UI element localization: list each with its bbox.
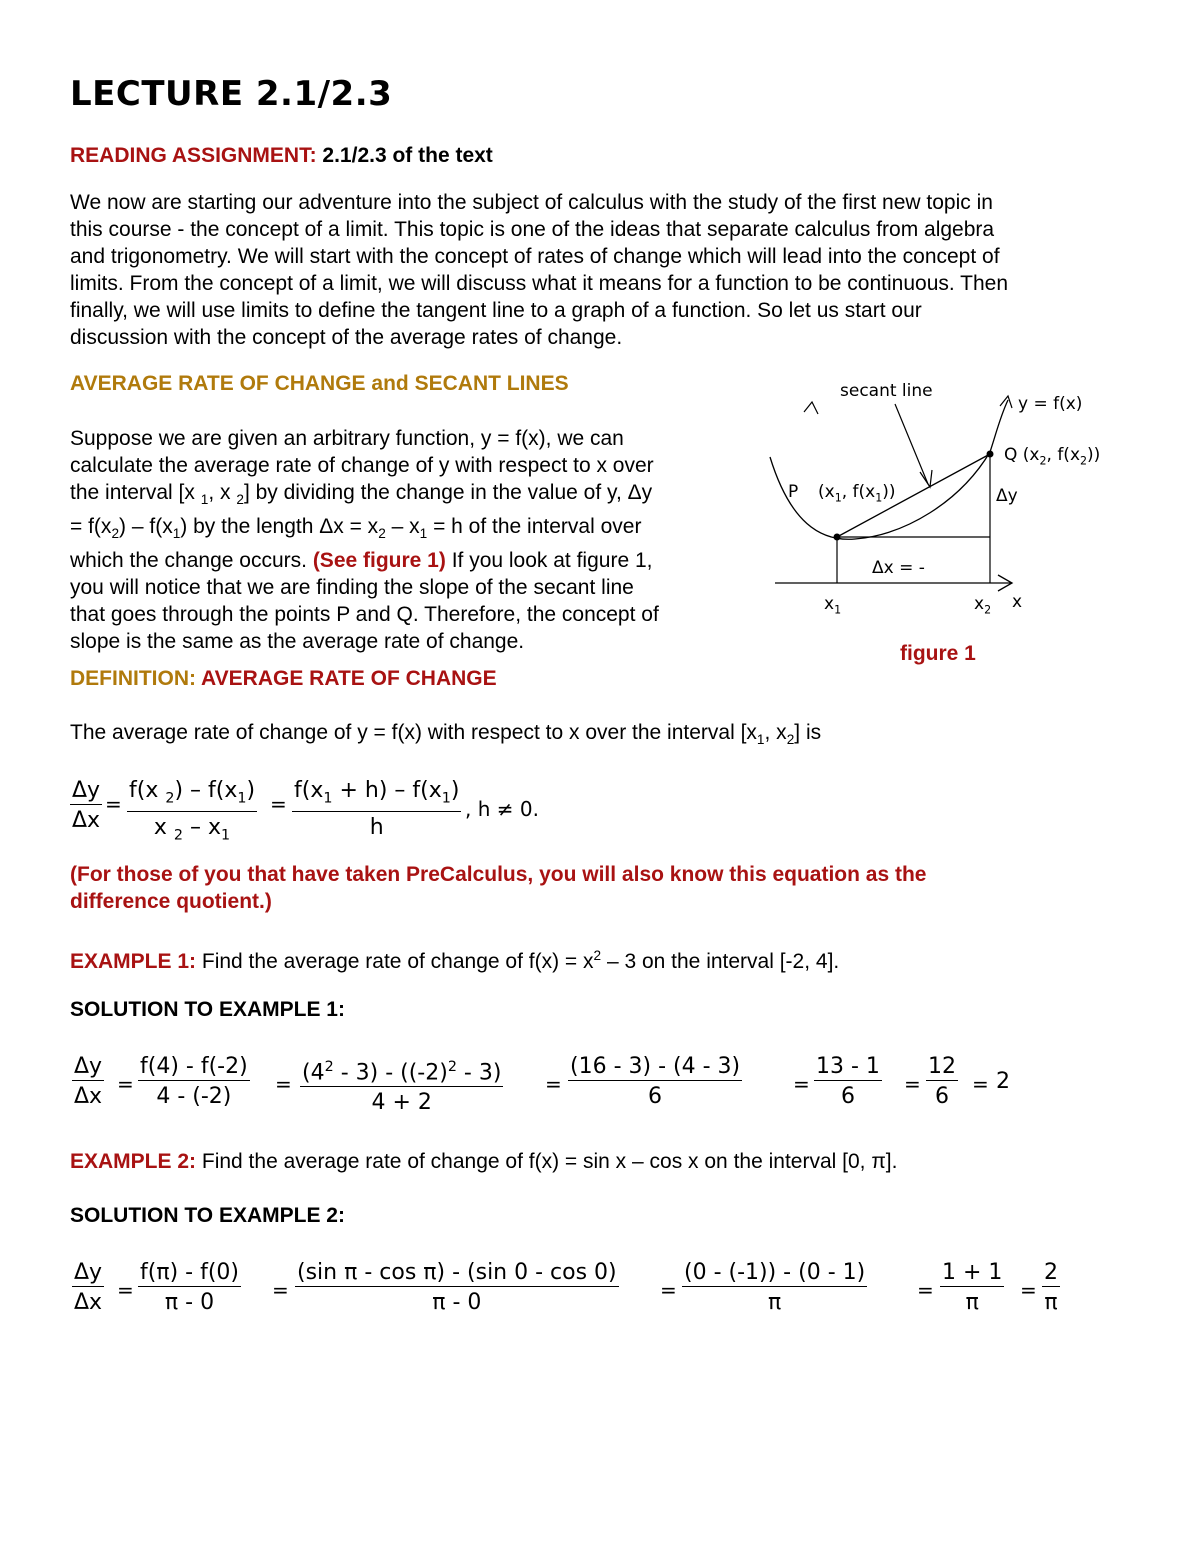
heading-part: AVERAGE RATE OF CHANGE <box>70 372 366 395</box>
example-2 <box>70 1148 897 1175</box>
label-run: , f(x <box>1046 445 1081 465</box>
equals-sign: = <box>545 1072 562 1096</box>
intro-line: finally, we will use limits to define the tangent line to a graph of a function. So let us start our <box>70 299 922 322</box>
numerator: (16 - 3) - (4 - 3) <box>570 1054 741 1079</box>
formula-tail: , h ≠ 0. <box>465 797 539 821</box>
subscript: 2 <box>1080 454 1088 468</box>
sol2-lhs-fraction <box>72 1260 104 1316</box>
def-fraction-1 <box>127 778 257 849</box>
denominator: 6 <box>840 1084 855 1109</box>
run: ) – f(x <box>174 778 238 803</box>
denominator: π <box>767 1290 782 1315</box>
reading-assignment <box>70 142 493 169</box>
sol2-fraction-d <box>940 1260 1004 1316</box>
subscript: 2 <box>111 526 120 542</box>
figure-1 <box>760 372 1140 642</box>
run: f(x <box>129 778 166 803</box>
label-run: x <box>974 594 985 614</box>
subscript: 2 <box>786 732 795 748</box>
paragraph-line: that goes through the points P and Q. Therefore, the concept of <box>70 603 659 627</box>
equals-sign: = <box>1020 1278 1037 1302</box>
sol1-fraction-b <box>300 1054 503 1116</box>
text-run: If you look at figure 1, <box>445 549 653 573</box>
label-run: )) <box>882 482 896 502</box>
paragraph-line <box>70 479 750 513</box>
secant-leader <box>895 404 928 484</box>
run: - 3) <box>456 1060 502 1086</box>
intro-line: and trigonometry. We will start with the concept of rates of change which will lead into the concept of <box>70 245 1000 268</box>
x-axis-label: x <box>1012 592 1023 612</box>
subscript: 1 <box>756 732 765 748</box>
subscript: 1 <box>172 526 181 542</box>
subscript: 1 <box>875 491 883 505</box>
text-run: , x <box>764 721 787 744</box>
text-run: Find the average rate of change of f(x) = x <box>196 950 594 973</box>
subscript: 2 <box>173 827 184 844</box>
sol1-fraction-e <box>926 1054 958 1110</box>
subscript: 1 <box>221 827 231 844</box>
function-label: y = f(x) <box>1018 394 1083 414</box>
equals-sign: = <box>105 792 122 816</box>
text-run: the interval [x <box>70 481 201 504</box>
numerator: (0 - (-1)) - (0 - 1) <box>684 1260 866 1285</box>
sol1-lhs-fraction <box>72 1054 104 1110</box>
denominator: h <box>369 815 384 841</box>
q-label <box>1004 445 1100 467</box>
numerator: Δy <box>72 778 101 803</box>
example-1 <box>70 942 839 975</box>
text-run: , x <box>208 481 237 504</box>
page-title: LECTURE 2.1/2.3 <box>70 74 393 114</box>
text-run: – 3 on the interval [-2, 4]. <box>601 950 840 973</box>
superscript: 2 <box>324 1059 334 1075</box>
numerator: Δy <box>74 1260 103 1285</box>
denominator: Δx <box>72 808 101 833</box>
subscript: 1 <box>834 491 842 505</box>
text-run: ] is <box>794 721 822 744</box>
numerator <box>300 1054 503 1087</box>
sol1-result: 2 <box>996 1069 1010 1094</box>
secant-line-label: secant line <box>840 381 933 401</box>
numerator: 12 <box>928 1054 956 1079</box>
text-run: The average rate of change of y = f(x) with respect to x over the interval [x <box>70 721 757 744</box>
intro-line: this course - the concept of a limit. This topic is one of the ideas that separate calculus from algebra <box>70 218 995 241</box>
intro-line: We now are starting our adventure into the subject of calculus with the study of the first new topic in <box>70 191 993 214</box>
denominator: 6 <box>648 1084 663 1109</box>
section-heading-average-rate <box>70 370 569 397</box>
heading-part: SECANT LINES <box>414 372 569 395</box>
equals-sign: = <box>917 1278 934 1302</box>
run: x <box>153 815 174 841</box>
numerator: f(π) - f(0) <box>140 1260 239 1285</box>
numerator: 13 - 1 <box>816 1054 880 1079</box>
equals-sign: = <box>660 1278 677 1302</box>
text-run: ) by the length Δx = x <box>180 515 379 539</box>
def-fraction-2 <box>292 778 461 841</box>
subscript: 1 <box>200 492 209 508</box>
denominator <box>127 812 257 848</box>
solution-2-heading: SOLUTION TO EXAMPLE 2: <box>70 1204 345 1227</box>
paragraph-line: Suppose we are given an arbitrary function, y = f(x), we can <box>70 427 624 450</box>
numerator: f(4) - f(-2) <box>140 1054 248 1079</box>
precalc-note-line-1: (For those of you that have taken PreCalculus, you will also know this equation as the <box>70 863 927 886</box>
definition-text <box>70 719 821 753</box>
paragraph-line <box>70 547 750 574</box>
def-lhs-fraction <box>70 778 102 834</box>
denominator: Δx <box>74 1290 103 1315</box>
intro-line: limits. From the concept of a limit, we will discuss what it means for a function to be continuous. Then <box>70 272 1009 295</box>
paragraph-line: slope is the same as the average rate of change. <box>70 630 525 654</box>
run: (4 <box>302 1060 325 1086</box>
intro-line: discussion with the concept of the average rates of change. <box>70 326 623 349</box>
equals-sign: = <box>972 1072 989 1096</box>
text-run: = f(x <box>70 515 112 539</box>
sol2-fraction-b <box>295 1260 619 1316</box>
run: - 3) - ((-2) <box>333 1060 448 1086</box>
run: f(x <box>294 778 324 803</box>
function-curve <box>770 400 1008 539</box>
definition-name: AVERAGE RATE OF CHANGE <box>201 667 497 690</box>
example-label: EXAMPLE 1: <box>70 950 197 973</box>
curve-arrow-left <box>804 402 818 414</box>
reading-label: READING ASSIGNMENT: <box>70 144 317 167</box>
equals-sign: = <box>793 1072 810 1096</box>
intro-paragraph <box>70 189 1140 351</box>
numerator: Δy <box>74 1054 103 1079</box>
text-run: = h of the interval over <box>427 515 642 539</box>
denominator: π - 0 <box>432 1290 482 1315</box>
label-run: (x <box>818 482 835 502</box>
sol1-fraction-d <box>814 1054 882 1110</box>
paragraph-line: you will notice that we are finding the slope of the secant line <box>70 576 634 600</box>
subscript: 1 <box>441 790 451 807</box>
run: ) <box>450 778 460 803</box>
sol2-fraction-a <box>138 1260 241 1316</box>
equals-sign: = <box>272 1278 289 1302</box>
run: – x <box>183 815 222 841</box>
numerator: 1 + 1 <box>942 1260 1003 1285</box>
x1-label <box>824 594 841 616</box>
p-label: P <box>788 482 799 502</box>
superscript: 2 <box>593 948 602 963</box>
subscript: 1 <box>834 603 842 617</box>
run: ) <box>246 778 256 803</box>
delta-y-label: Δy <box>996 486 1018 506</box>
sol2-fraction-e <box>1042 1260 1060 1316</box>
definition-label: DEFINITION: <box>70 667 202 690</box>
p-coord-label <box>818 482 896 504</box>
section1-paragraph <box>70 425 750 655</box>
superscript: 2 <box>447 1059 457 1075</box>
text-run: ) – f(x <box>119 515 173 539</box>
numerator <box>127 778 257 812</box>
equals-sign: = <box>275 1072 292 1096</box>
numerator: 2 <box>1044 1260 1058 1285</box>
example-label: EXAMPLE 2: <box>70 1150 197 1173</box>
figure-reference: (See figure 1) <box>312 549 446 573</box>
text-run: which the change occurs. <box>70 549 313 573</box>
text-run: Find the average rate of change of f(x) = sin x – cos x on the interval [0, π]. <box>196 1150 898 1173</box>
label-run: Q (x <box>1004 445 1040 465</box>
equals-sign: = <box>904 1072 921 1096</box>
equals-sign: = <box>117 1072 134 1096</box>
subscript: 2 <box>236 492 244 508</box>
point-q <box>987 451 994 458</box>
numerator <box>292 778 461 812</box>
equals-sign: = <box>117 1278 134 1302</box>
denominator: π <box>965 1290 979 1315</box>
x2-label <box>974 594 991 616</box>
denominator: 6 <box>935 1084 949 1109</box>
secant-diagram <box>760 372 1140 642</box>
denominator: π - 0 <box>164 1290 215 1315</box>
paragraph-line <box>70 513 750 547</box>
reading-text: 2.1/2.3 of the text <box>316 144 493 167</box>
numerator: (sin π - cos π) - (sin 0 - cos 0) <box>297 1260 617 1285</box>
label-run: )) <box>1087 445 1101 465</box>
subscript: 2 <box>378 526 386 542</box>
label-run: x <box>824 594 835 614</box>
text-run: – x <box>385 515 420 539</box>
subscript: 2 <box>165 790 175 807</box>
denominator: Δx <box>74 1084 103 1109</box>
point-p <box>834 534 841 541</box>
subscript: 2 <box>984 603 992 617</box>
sol1-fraction-c <box>568 1054 742 1110</box>
precalc-note-line-2: difference quotient.) <box>70 890 272 913</box>
equals-sign: = <box>270 792 287 816</box>
sol1-fraction-a <box>138 1054 250 1110</box>
subscript: 1 <box>419 526 428 542</box>
solution-1-heading: SOLUTION TO EXAMPLE 1: <box>70 998 345 1021</box>
subscript: 1 <box>323 790 333 807</box>
label-run: , f(x <box>841 482 876 502</box>
paragraph-line: calculate the average rate of change of y with respect to x over <box>70 454 654 477</box>
text-run: ] by dividing the change in the value of y, Δy <box>243 481 653 504</box>
denominator: 4 - (-2) <box>156 1084 232 1109</box>
denominator: π <box>1044 1290 1058 1315</box>
definition-heading <box>70 665 497 692</box>
figure-caption: figure 1 <box>900 642 976 665</box>
subscript: 2 <box>1039 454 1047 468</box>
denominator: 4 + 2 <box>371 1090 432 1116</box>
sol2-fraction-c <box>682 1260 867 1316</box>
subscript: 1 <box>237 790 247 807</box>
run: + h) – f(x <box>332 778 442 803</box>
heading-part: and <box>365 372 415 395</box>
delta-x-label: Δx = - <box>872 558 925 578</box>
